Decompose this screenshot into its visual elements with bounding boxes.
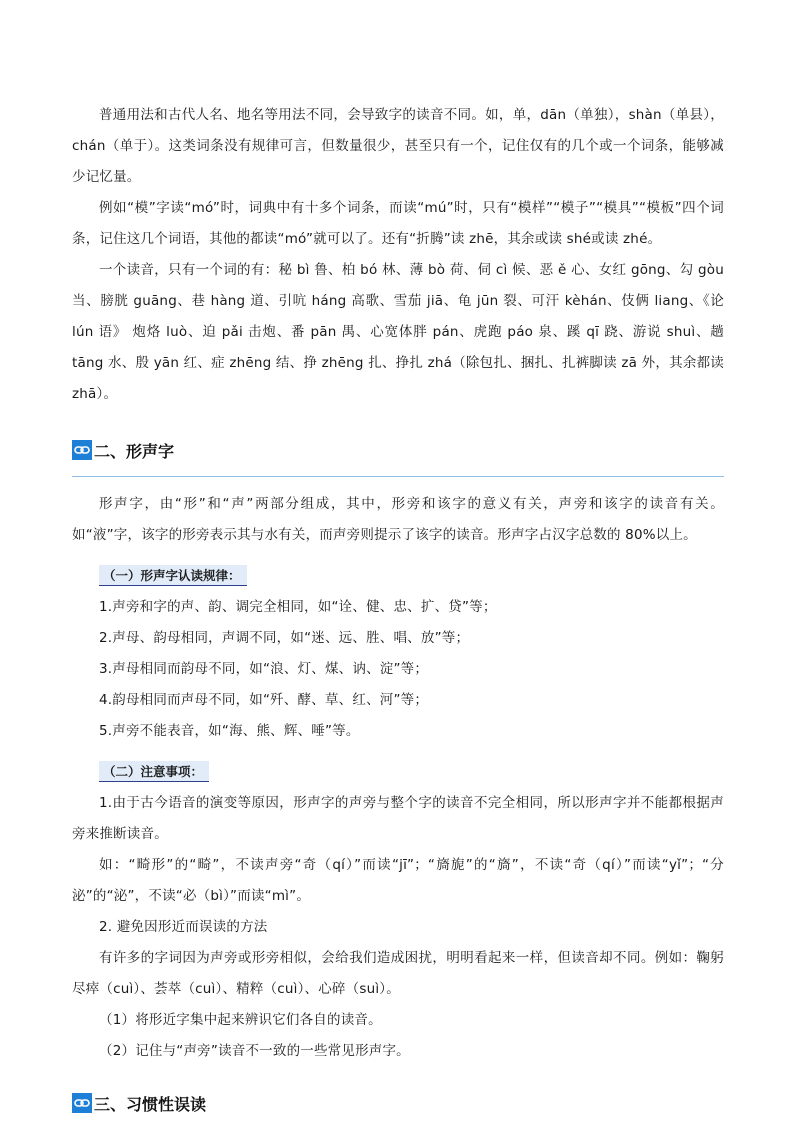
chain-link-icon bbox=[72, 440, 92, 460]
notes-paragraph-2: 如：“畸形”的“畸”，不读声旁“奇（qí）”而读“jī”；“旖旎”的“旖”，不读“奇（qí）”而读“yǐ”；“分泌”的“泌”，不读“必（bì）”而读“mì”。 bbox=[72, 857, 724, 904]
notes-paragraph-1: 1.由于古今语音的演变等原因，形声字的声旁与整个字的读音不完全相同，所以形声字并不能都根据声旁来推断读音。 bbox=[72, 795, 724, 842]
rule-item-2: 2.声母、韵母相同，声调不同，如“迷、远、胜、唱、放”等； bbox=[99, 630, 470, 646]
intro-paragraph-1: 普通用法和古代人名、地名等用法不同，会导致字的读音不同。如，单，dān（单独），shàn（单县），chán（单于）。这类词条没有规律可言，但数量很少，甚至只有一个，记住仅有的几个或一个词条，能够减少记忆量。 bbox=[72, 107, 724, 185]
rule-item-3: 3.声母相同而韵母不同，如“浪、灯、煤、讷、淀”等； bbox=[99, 661, 429, 677]
subheading-notes: （二）注意事项： bbox=[99, 761, 209, 782]
intro-paragraph-3: 一个读音，只有一个词的有：秘 bì 鲁、柏 bó 林、薄 bò 荷、伺 cì 候、恶 ě 心、女红 gōng、勾 gòu 当、膀胱 guāng、巷 hàng 道、引吭 háng 高歌、雪茄 jiā、龟 jūn 裂、可汗 kèhán、伎俩 liang、《论 lún 语》 炮烙 luò、迫 pǎi 击炮、番 pān 禺、心宽体胖 pán、虎跑 páo 泉、蹊 qī 跷、游说 shuì、趟 tāng 水、殷 yān 红、症 zhēng 结、挣 zhēng 扎、挣扎 zhá（除包扎、捆扎、扎裤脚读 zā 外，其余都读 zhā）。 bbox=[72, 262, 724, 402]
subheading-rules: （一）形声字认读规律： bbox=[99, 565, 247, 586]
rule-item-1: 1.声旁和字的声、韵、调完全相同，如“诠、健、忠、扩、贷”等； bbox=[99, 599, 497, 615]
section2-intro: 形声字，由“形”和“声”两部分组成，其中，形旁和该字的意义有关，声旁和该字的读音有关。如“液”字，该字的形旁表示其与水有关，而声旁则提示了该字的读音。形声字占汉字总数的 80%以上。 bbox=[72, 496, 724, 543]
notes-paragraph-4: 有许多的字词因为声旁或形旁相似，会给我们造成困扰，明明看起来一样，但读音却不同。例如：鞠躬尽瘁（cuì）、荟萃（cuì）、精粹（cuì）、心碎（suì）。 bbox=[72, 950, 724, 997]
section-heading-2 bbox=[72, 438, 724, 462]
notes-step-2: （2）记住与“声旁”读音不一致的一些常见形声字。 bbox=[99, 1043, 410, 1059]
section-title-3: 三、习惯性误读 bbox=[94, 1094, 207, 1114]
chain-link-icon bbox=[72, 1093, 92, 1113]
page-content bbox=[72, 100, 724, 1115]
section-title-2: 二、形声字 bbox=[94, 441, 175, 461]
intro-paragraph-2: 例如“模”字读“mó”时，词典中有十多个词条，而读“mú”时，只有“模样”“模子”“模具”“模板”四个词条，记住这几个词语，其他的都读“mó”就可以了。还有“折腾”读 zhē，其余或读 shé或读 zhé。 bbox=[72, 200, 724, 247]
rule-item-4: 4.韵母相同而声母不同，如“歼、酵、草、红、河”等； bbox=[99, 692, 429, 708]
section-heading-3 bbox=[72, 1091, 724, 1115]
notes-step-1: （1）将形近字集中起来辨识它们各自的读音。 bbox=[99, 1012, 382, 1028]
rule-item-5: 5.声旁不能表音，如“海、熊、辉、唾”等。 bbox=[99, 723, 360, 739]
notes-paragraph-3: 2. 避免因形近而误读的方法 bbox=[99, 919, 268, 935]
